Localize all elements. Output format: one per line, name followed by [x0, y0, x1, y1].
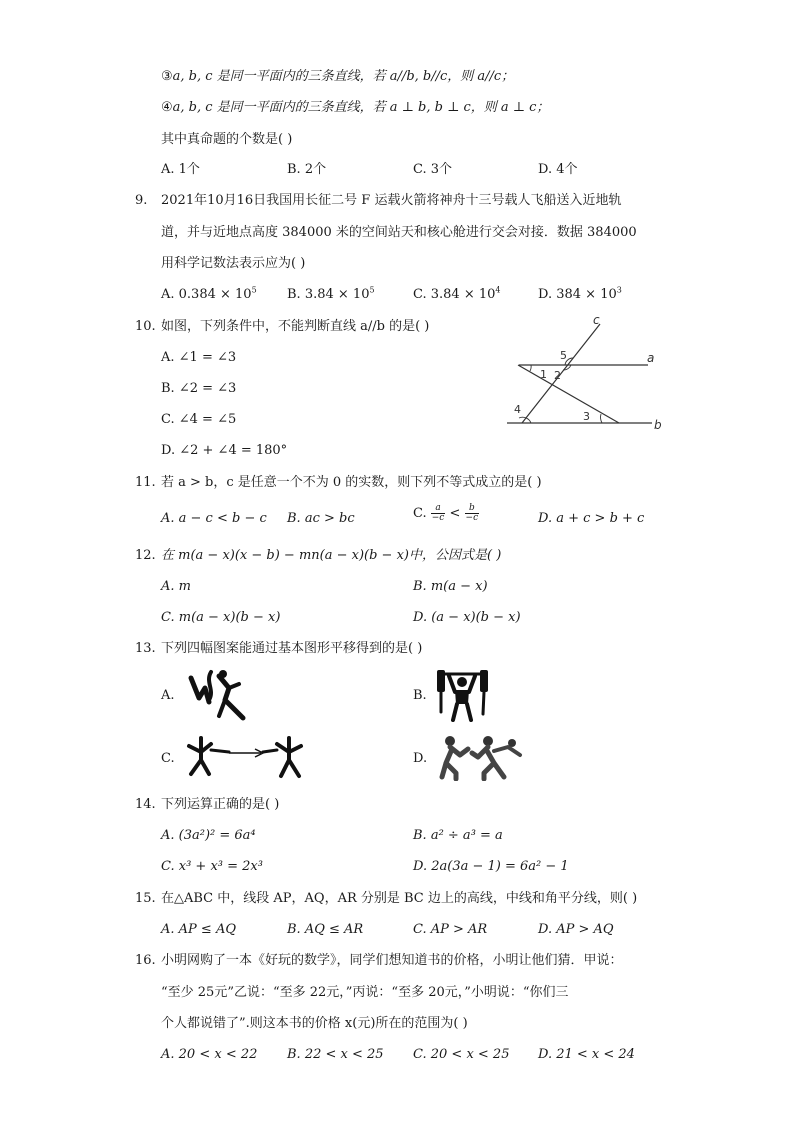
q9-option-a: A. $0.384 \times 10^5$: [161, 285, 257, 302]
q16-stem-line-3: 个人都说错了”.则这本书的价格 x(元)所在的范围为( ): [161, 1016, 468, 1031]
transversal-line: [518, 365, 619, 423]
q14-number: 14.: [135, 797, 156, 812]
q10-number: 10.: [135, 319, 156, 334]
q13-option-a: A.: [161, 688, 175, 703]
label-2: 2: [554, 369, 561, 382]
q8-statement-3-text: a, b, c 是同一平面内的三条直线，若 a//b, b//c，则 a//c；: [172, 69, 515, 84]
q8-option-a: A. 1个: [161, 162, 200, 177]
q12-number: 12.: [135, 548, 156, 563]
q10-option-b: B. ∠2 = ∠3: [161, 381, 237, 396]
q9-option-c: C. $3.84 \times 10^4$: [413, 285, 501, 302]
q12-option-b: B. m(a − x): [413, 579, 488, 594]
q10-option-a: A. ∠1 = ∠3: [161, 350, 237, 365]
q9-option-b: B. $3.84 \times 10^5$: [287, 285, 375, 302]
q14-option-a: A. (3a²)² = 6a⁴: [161, 828, 256, 843]
angle-arc-1: [530, 365, 531, 371]
q11-option-c: C. $\frac{a}{-c}$ < $\frac{b}{-c}$: [413, 503, 479, 523]
q13-option-b: B.: [413, 688, 427, 703]
q16-option-d: D. 21 < x < 24: [538, 1047, 635, 1062]
q15-option-b: B. AQ ≤ AR: [287, 922, 364, 937]
parallel-lines-figure: [505, 312, 675, 437]
q13-option-d: D.: [413, 751, 428, 766]
q9-stem-line-1: 2021年10月16日我国用长征二号 F 运载火箭将神舟十三号载人飞船送入近地轨: [161, 193, 622, 208]
q16-option-c: C. 20 < x < 25: [413, 1047, 510, 1062]
q9-option-d: D. $384 \times 10^3$: [538, 285, 622, 302]
q8-question: 其中真命题的个数是( ): [161, 132, 293, 147]
fraction-a-over-neg-c: $\frac{a}{-c}$: [431, 503, 445, 523]
q8-option-d: D. 4个: [538, 162, 578, 177]
q11-option-d: D. a + c > b + c: [538, 511, 645, 526]
q14-option-b: B. a² ÷ a³ = a: [413, 828, 503, 843]
q12-stem: 在 m(a − x)(x − b) − mn(a − x)(b − x)中，公因式是( ): [161, 548, 502, 563]
q16-stem-line-1: 小明网购了一本《好玩的数学》，同学们想知道书的价格，小明让他们猜．甲说：: [161, 953, 623, 968]
q15-stem: 在△ABC 中，线段 AP，AQ，AR 分别是 BC 边上的高线，中线和角平分线，则( ): [161, 891, 638, 906]
angle-arc-3: [601, 414, 602, 423]
q8-statement-4: ④a, b, c 是同一平面内的三条直线，若 a ⊥ b, b ⊥ c，则 a ⊥ c；: [161, 100, 550, 115]
label-1: 1: [540, 368, 547, 381]
q8-option-b: B. 2个: [287, 162, 327, 177]
label-4: 4: [514, 403, 521, 416]
q16-number: 16.: [135, 953, 156, 968]
label-a: a: [647, 351, 655, 365]
q16-stem-line-2: “至少 25元”乙说：“至多 22元，”丙说：“至多 20元，”小明说：“你们三: [161, 985, 569, 1000]
q8-statement-4-text: a, b, c 是同一平面内的三条直线，若 a ⊥ b, b ⊥ c，则 a ⊥ c；: [172, 100, 550, 115]
q15-option-d: D. AP > AQ: [538, 922, 614, 937]
q13-option-c: C.: [161, 751, 175, 766]
fraction-b-over-neg-c: $\frac{b}{-c}$: [465, 503, 479, 523]
q10-option-d: D. ∠2 + ∠4 = 180°: [161, 443, 288, 458]
q14-option-c: C. x³ + x³ = 2x³: [161, 859, 263, 874]
q14-stem: 下列运算正确的是( ): [161, 797, 280, 812]
q11-option-b: B. ac > bc: [287, 511, 355, 526]
pattern-c-icon: [185, 734, 305, 782]
q13-number: 13.: [135, 641, 156, 656]
q9-stem-line-3: 用科学记数法表示应为( ): [161, 256, 306, 271]
pattern-a-icon: [185, 666, 250, 721]
q12-option-a: A. m: [161, 579, 191, 594]
label-b: b: [654, 418, 662, 432]
q11-option-a: A. a − c < b − c: [161, 511, 267, 526]
q15-option-a: A. AP ≤ AQ: [161, 922, 236, 937]
q10-option-c: C. ∠4 = ∠5: [161, 412, 237, 427]
q11-number: 11.: [135, 475, 156, 490]
q13-stem: 下列四幅图案能通过基本图形平移得到的是( ): [161, 641, 423, 656]
q8-option-c: C. 3个: [413, 162, 453, 177]
q15-number: 15.: [135, 891, 156, 906]
q12-option-c: C. m(a − x)(b − x): [161, 610, 281, 625]
label-3: 3: [583, 410, 590, 423]
q10-stem: 如图，下列条件中，不能判断直线 a//b 的是( ): [161, 319, 430, 334]
pattern-d-icon: [438, 733, 526, 781]
q12-option-d: D. (a − x)(b − x): [413, 610, 521, 625]
q16-option-a: A. 20 < x < 22: [161, 1047, 258, 1062]
label-c: c: [593, 313, 600, 327]
q15-option-c: C. AP > AR: [413, 922, 488, 937]
q16-option-b: B. 22 < x < 25: [287, 1047, 384, 1062]
pattern-b-icon: [435, 662, 490, 722]
q14-option-d: D. 2a(3a − 1) = 6a² − 1: [413, 859, 569, 874]
q9-stem-line-2: 道，并与近地点高度 384000 米的空间站天和核心舱进行交会对接．数据 384000: [161, 225, 637, 240]
q9-number: 9.: [135, 193, 148, 208]
q8-statement-3: ③a, b, c 是同一平面内的三条直线，若 a//b, b//c，则 a//c；: [161, 69, 515, 84]
q11-stem: 若 a > b，c 是任意一个不为 0 的实数，则下列不等式成立的是( ): [161, 475, 542, 490]
label-5: 5: [560, 349, 567, 362]
